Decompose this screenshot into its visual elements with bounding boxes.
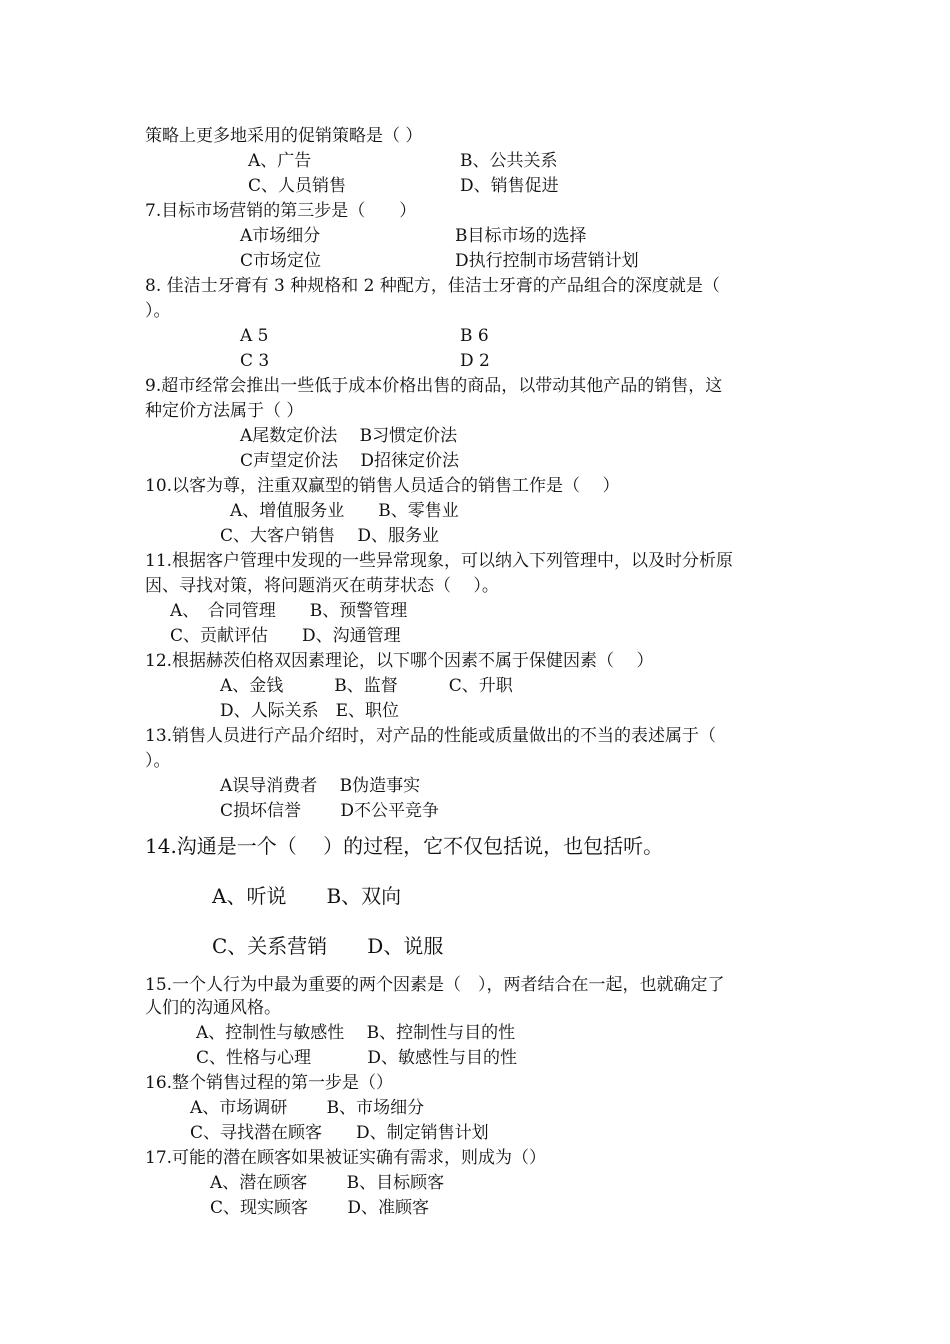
q12-options-de: D、人际关系 E、职位	[220, 701, 400, 721]
q9-stem-line1: 9.超市经常会推出一些低于成本价格出售的商品，以带动其他产品的销售，这	[145, 376, 723, 396]
q6-option-c: C、人员销售	[248, 176, 347, 196]
q15-options-ab: A、控制性与敏感性 B、控制性与目的性	[196, 1023, 516, 1043]
q11-options-cd: C、贡献评估 D、沟通管理	[170, 626, 401, 646]
q12-options-abc: A、金钱 B、监督 C、升职	[220, 676, 513, 696]
q13-stem-line2: ）。	[145, 751, 171, 771]
q11-stem-line1: 11.根据客户管理中发现的一些异常现象，可以纳入下列管理中，以及时分析原	[145, 551, 734, 571]
q15-stem-line1: 15.一个人行为中最为重要的两个因素是（ ），两者结合在一起，也就确定了	[145, 975, 725, 995]
q13-options-cd: C损坏信誉 D不公平竞争	[220, 801, 440, 821]
q9-stem-line2: 种定价方法属于（ ）	[145, 401, 304, 421]
q7-option-c: C市场定位	[240, 251, 322, 271]
q7-option-b: B目标市场的选择	[455, 226, 587, 246]
q11-stem-line2: 因、寻找对策，将问题消灭在萌芽状态（ ）。	[145, 576, 499, 596]
q11-options-ab: A、 合同管理 B、预警管理	[170, 601, 408, 621]
q14-options-cd: C、关系营销 D、说服	[212, 934, 444, 958]
q16-stem: 16.整个销售过程的第一步是（）	[145, 1073, 394, 1093]
q12-stem: 12.根据赫茨伯格双因素理论，以下哪个因素不属于保健因素（ ）	[145, 651, 654, 671]
q10-stem: 10.以客为尊，注重双赢型的销售人员适合的销售工作是（ ）	[145, 476, 620, 496]
q8-option-a: A 5	[240, 326, 269, 346]
q15-options-cd: C、性格与心理 D、敏感性与目的性	[196, 1048, 518, 1068]
q9-options-cd: C声望定价法 D招徕定价法	[240, 451, 460, 471]
q7-option-a: A市场细分	[240, 226, 321, 246]
q8-stem-line2: ）。	[145, 301, 171, 321]
q10-options-cd: C、大客户销售 D、服务业	[220, 526, 440, 546]
q6-option-b: B、公共关系	[460, 151, 558, 171]
q6-stem-continuation: 策略上更多地采用的促销策略是（ ）	[145, 126, 423, 146]
q17-stem: 17.可能的潜在顾客如果被证实确有需求，则成为（）	[145, 1148, 547, 1168]
q10-options-ab: A、增值服务业 B、零售业	[230, 501, 459, 521]
q16-options-cd: C、寻找潜在顾客 D、制定销售计划	[190, 1123, 489, 1143]
q6-option-a: A、广告	[248, 151, 312, 171]
q8-option-b: B 6	[460, 326, 489, 346]
q14-stem: 14.沟通是一个（ ）的过程，它不仅包括说，也包括听。	[145, 834, 664, 858]
q16-options-ab: A、市场调研 B、市场细分	[190, 1098, 425, 1118]
q13-options-ab: A误导消费者 B伪造事实	[220, 776, 421, 796]
q6-option-d: D、销售促进	[460, 176, 559, 196]
q17-options-ab: A、潜在顾客 B、目标顾客	[210, 1173, 445, 1193]
q9-options-ab: A尾数定价法 B习惯定价法	[240, 426, 458, 446]
q7-option-d: D执行控制市场营销计划	[455, 251, 639, 271]
q14-options-ab: A、听说 B、双向	[212, 884, 402, 908]
q8-option-c: C 3	[240, 351, 270, 371]
q8-stem-line1: 8. 佳洁士牙膏有 3 种规格和 2 种配方，佳洁士牙膏的产品组合的深度就是（	[145, 276, 720, 296]
q13-stem-line1: 13.销售人员进行产品介绍时，对产品的性能或质量做出的不当的表述属于（	[145, 726, 717, 746]
q8-option-d: D 2	[460, 351, 490, 371]
q17-options-cd: C、现实顾客 D、准顾客	[210, 1198, 430, 1218]
q7-stem: 7.目标市场营销的第三步是（ ）	[145, 201, 417, 221]
q15-stem-line2: 人们的沟通风格。	[145, 998, 281, 1018]
